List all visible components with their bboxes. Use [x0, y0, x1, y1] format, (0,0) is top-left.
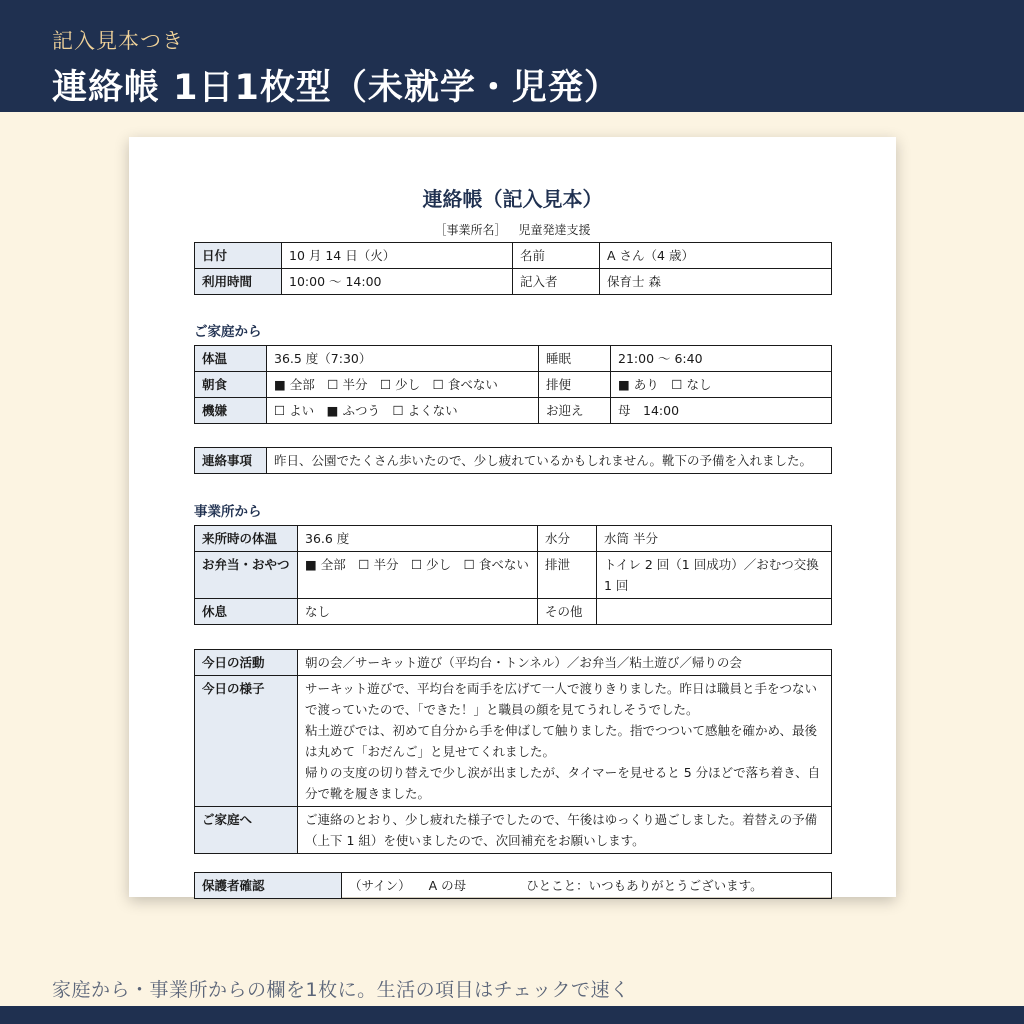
table-row — [195, 650, 832, 676]
section-title-facility: 事業所から — [194, 504, 262, 520]
date-label: 日付 — [195, 243, 282, 269]
table-row — [195, 243, 832, 269]
footer-bar — [0, 1006, 1024, 1024]
facility-line — [129, 221, 896, 238]
table-row — [195, 448, 832, 474]
notes-label: 連絡事項 — [195, 448, 267, 474]
arrival-temp-label: 来所時の体温 — [195, 526, 298, 552]
sample-sheet — [129, 137, 896, 897]
rest-value: なし — [298, 599, 538, 625]
sleep-label: 睡眠 — [539, 346, 611, 372]
home-table — [194, 345, 832, 424]
other-value — [597, 599, 832, 625]
footer-caption: 家庭から・事業所からの欄を1枚に。生活の項目はチェックで速く — [52, 979, 630, 1001]
facility-table — [194, 525, 832, 625]
guardian-table — [194, 872, 832, 899]
toilet-label: 排泄 — [538, 552, 597, 599]
water-value: 水筒 半分 — [597, 526, 832, 552]
table-row — [195, 526, 832, 552]
mood-checklist: ☐ よい ■ ふつう ☐ よくない — [267, 398, 539, 424]
to-home-value: ご連絡のとおり、少し疲れた様子でしたので、午後はゆっくり過ごしました。着替えの予備（上下 1 組）を使いましたので、次回補充をお願いします。 — [298, 807, 832, 854]
rest-label: 休息 — [195, 599, 298, 625]
temp-label: 体温 — [195, 346, 267, 372]
activity-label: 今日の活動 — [195, 650, 298, 676]
writer-value: 保育士 森 — [600, 269, 832, 295]
activity-table — [194, 649, 832, 854]
guardian-sign-field — [342, 873, 832, 899]
other-label: その他 — [538, 599, 597, 625]
state-paragraph: 粘土遊びでは、初めて自分から手を伸ばして触りました。指でつついて感触を確かめ、最後は丸めて「おだんご」と見せてくれました。 — [305, 723, 818, 759]
lunch-checklist: ■ 全部 ☐ 半分 ☐ 少し ☐ 食べない — [298, 552, 538, 599]
table-row — [195, 873, 832, 899]
time-value: 10:00 〜 14:00 — [282, 269, 513, 295]
header-banner — [0, 0, 1024, 112]
state-label: 今日の様子 — [195, 676, 298, 807]
state-value — [298, 676, 832, 807]
notes-value: 昨日、公園でたくさん歩いたので、少し疲れているかもしれません。靴下の予備を入れました。 — [267, 448, 832, 474]
state-paragraph: サーキット遊びで、平均台を両手を広げて一人で渡りきりました。昨日は職員と手をつないで渡っていたので、「できた！」と職員の顔を見てうれしそうでした。 — [305, 681, 818, 717]
table-row — [195, 552, 832, 599]
water-label: 水分 — [538, 526, 597, 552]
activity-value: 朝の会／サーキット遊び（平均台・トンネル）／お弁当／粘土遊び／帰りの会 — [298, 650, 832, 676]
table-row — [195, 269, 832, 295]
home-notes-table — [194, 447, 832, 474]
toilet-value: トイレ 2 回（1 回成功）／おむつ交換 1 回 — [597, 552, 832, 599]
section-title-home: ご家庭から — [194, 324, 262, 340]
name-label: 名前 — [513, 243, 600, 269]
table-row — [195, 372, 832, 398]
document-title: 連絡帳（記入見本） — [422, 187, 603, 211]
table-row — [195, 676, 832, 807]
to-home-label: ご家庭へ — [195, 807, 298, 854]
table-row — [195, 398, 832, 424]
sign-label: （サイン） — [349, 878, 411, 893]
breakfast-label: 朝食 — [195, 372, 267, 398]
table-row — [195, 599, 832, 625]
table-row — [195, 807, 832, 854]
name-value: A さん（4 歳） — [600, 243, 832, 269]
temp-value: 36.5 度（7:30） — [267, 346, 539, 372]
guardian-comment: ひとこと：いつもありがとうございます。 — [526, 878, 763, 893]
breakfast-checklist: ■ 全部 ☐ 半分 ☐ 少し ☐ 食べない — [267, 372, 539, 398]
arrival-temp-value: 36.6 度 — [298, 526, 538, 552]
sleep-value: 21:00 〜 6:40 — [611, 346, 832, 372]
header-title: 連絡帳 1日1枚型（未就学・児発） — [52, 68, 620, 108]
lunch-label: お弁当・おやつ — [195, 552, 298, 599]
time-label: 利用時間 — [195, 269, 282, 295]
facility-label: ［事業所名］ — [434, 223, 507, 237]
mood-label: 機嫌 — [195, 398, 267, 424]
bowel-checklist: ■ あり ☐ なし — [611, 372, 832, 398]
header-subtitle: 記入見本つき — [52, 29, 184, 53]
sign-value: A の母 — [428, 878, 467, 893]
date-value: 10 月 14 日（火） — [282, 243, 513, 269]
facility-value: 児童発達支援 — [518, 223, 591, 237]
state-paragraph: 帰りの支度の切り替えで少し涙が出ましたが、タイマーを見せると 5 分ほどで落ち着き、自分で靴を履きました。 — [305, 765, 821, 801]
pickup-label: お迎え — [539, 398, 611, 424]
table-row — [195, 346, 832, 372]
bowel-label: 排便 — [539, 372, 611, 398]
writer-label: 記入者 — [513, 269, 600, 295]
info-table — [194, 242, 832, 295]
guardian-label: 保護者確認 — [195, 873, 342, 899]
pickup-value: 母 14:00 — [611, 398, 832, 424]
